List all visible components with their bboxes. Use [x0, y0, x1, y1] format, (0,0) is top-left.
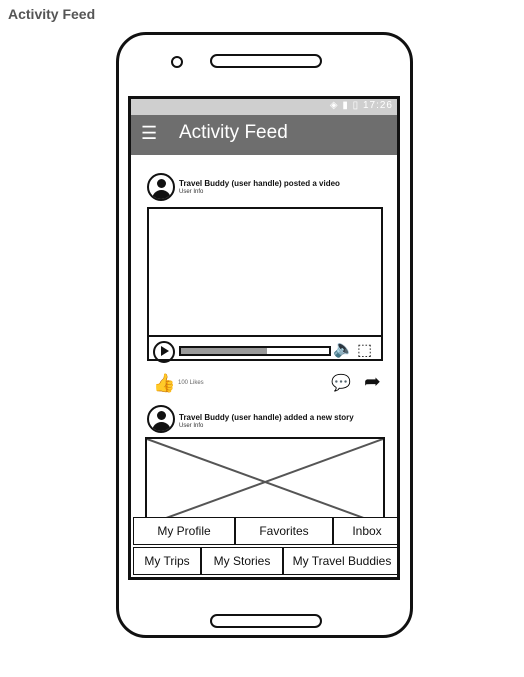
- status-time: 17:26: [362, 100, 393, 111]
- phone-screen: [128, 96, 400, 580]
- status-bar: [131, 99, 397, 115]
- comment-icon[interactable]: 💬: [331, 375, 351, 392]
- home-button[interactable]: [210, 614, 322, 628]
- app-title: Activity Feed: [179, 122, 288, 143]
- nav-favorites[interactable]: Favorites: [235, 517, 333, 545]
- fullscreen-icon[interactable]: ⬚: [357, 342, 373, 359]
- video-progress-bar[interactable]: [179, 346, 331, 356]
- nav-my-travel-buddies[interactable]: My Travel Buddies: [283, 547, 400, 575]
- nav-my-trips[interactable]: My Trips: [133, 547, 201, 575]
- menu-icon[interactable]: ☰: [141, 123, 158, 143]
- video-controls: [149, 335, 381, 363]
- app-bar: [131, 115, 397, 155]
- share-icon[interactable]: ➦: [364, 371, 381, 393]
- nav-inbox[interactable]: Inbox: [333, 517, 400, 545]
- video-player[interactable]: [147, 207, 383, 361]
- nav-my-profile[interactable]: My Profile: [133, 517, 235, 545]
- signal-icon: ▮: [342, 100, 349, 111]
- like-icon[interactable]: 👍: [153, 373, 176, 393]
- story-image-placeholder[interactable]: [145, 437, 385, 527]
- wifi-icon: ◈: [329, 100, 339, 111]
- post-subtitle: User Info: [179, 189, 204, 195]
- user-avatar-icon[interactable]: [147, 405, 175, 433]
- play-icon[interactable]: [153, 341, 175, 363]
- post-title[interactable]: Travel Buddy (user handle) added a new story: [179, 413, 354, 422]
- nav-my-stories[interactable]: My Stories: [201, 547, 283, 575]
- battery-icon: ▯: [352, 100, 360, 111]
- volume-icon[interactable]: 🔈: [333, 339, 355, 358]
- user-avatar-icon[interactable]: [147, 173, 175, 201]
- camera-dot: [171, 56, 183, 68]
- speaker-slot: [210, 54, 322, 68]
- video-progress-fill: [181, 348, 267, 354]
- likes-count: 100 Likes: [178, 380, 204, 386]
- post-subtitle: User Info: [179, 423, 204, 429]
- page-label: Activity Feed: [8, 6, 96, 22]
- post-title[interactable]: Travel Buddy (user handle) posted a video: [179, 179, 340, 188]
- status-icons: [330, 100, 393, 111]
